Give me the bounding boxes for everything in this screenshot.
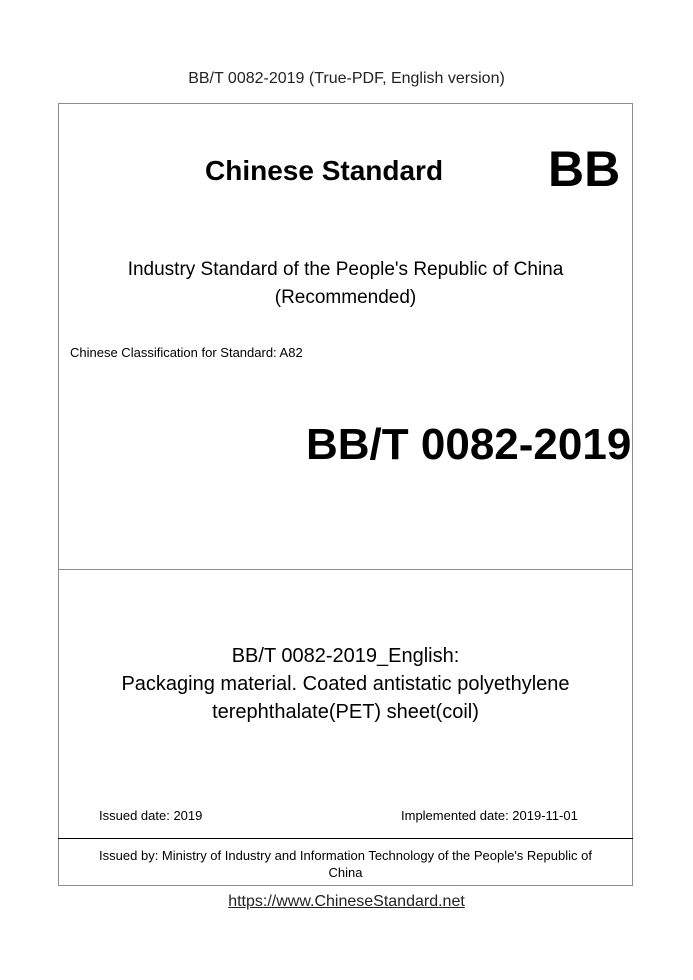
issued-date: Issued date: 2019 (99, 808, 203, 823)
document-title-line-1: BB/T 0082-2019_English: (231, 645, 460, 667)
issuer-line-2: China (328, 865, 363, 880)
brand-mark: BB (548, 141, 621, 197)
issuer-statement (58, 847, 633, 881)
page-header: BB/T 0082-2019 (True-PDF, English version) (188, 70, 505, 87)
document-title-line-3: terephthalate(PET) sheet(coil) (212, 701, 479, 723)
issuer-line-1: Issued by: Ministry of Industry and Information Technology of the People's Republic of (99, 848, 592, 863)
industry-statement (58, 256, 633, 312)
section-divider (58, 569, 633, 570)
website-link[interactable]: https://www.ChineseStandard.net (228, 893, 465, 910)
brand-title: Chinese Standard (205, 155, 444, 186)
document-title-line-2: Packaging material. Coated antistatic polyethylene (121, 673, 570, 695)
implemented-date: Implemented date: 2019-11-01 (401, 808, 578, 823)
industry-line-1: Industry Standard of the People's Republic of China (127, 259, 564, 280)
issuer-divider (58, 838, 633, 839)
cover-frame (58, 103, 633, 886)
classification-label: Chinese Classification for Standard: A82 (70, 345, 303, 360)
document-title (58, 642, 633, 726)
standard-number: BB/T 0082-2019 (306, 420, 632, 469)
industry-line-2: (Recommended) (274, 287, 417, 308)
